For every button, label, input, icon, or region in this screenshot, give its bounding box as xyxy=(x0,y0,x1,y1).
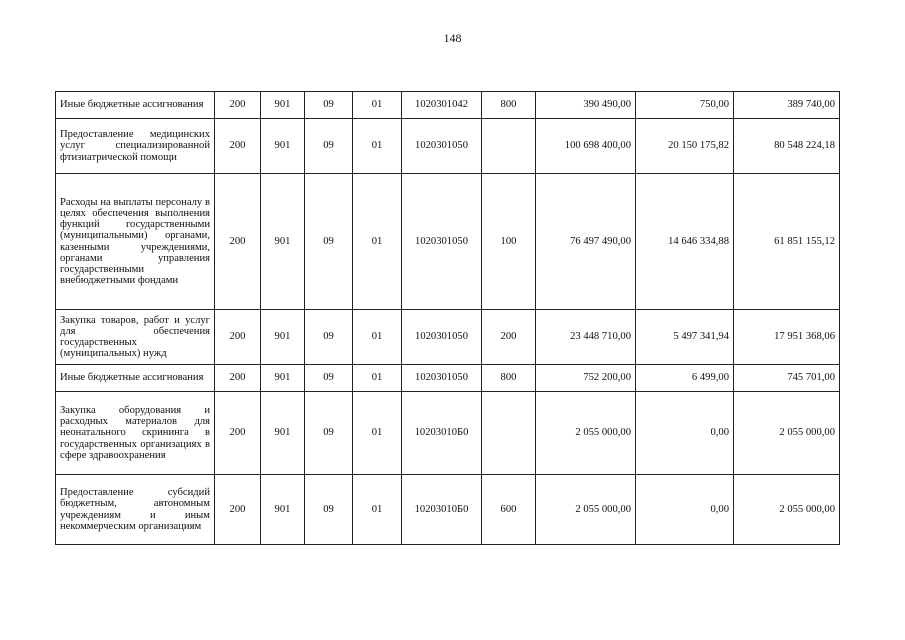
row-name: Иные бюджетные ассигнования xyxy=(56,365,215,392)
cell-section: 09 xyxy=(305,92,353,119)
row-name: Предоставление субсидий бюджетным, автономным учреждениям и иным некоммерческим организациям xyxy=(56,475,215,545)
cell-subsection: 01 xyxy=(353,365,402,392)
cell-amount3: 2 055 000,00 xyxy=(734,475,840,545)
cell-amount1: 76 497 490,00 xyxy=(536,174,636,310)
cell-section: 09 xyxy=(305,119,353,174)
cell-amount1: 2 055 000,00 xyxy=(536,392,636,475)
cell-amount1: 23 448 710,00 xyxy=(536,310,636,365)
table-row xyxy=(56,392,840,475)
cell-code1: 200 xyxy=(215,475,261,545)
cell-target: 1020301050 xyxy=(402,365,482,392)
row-name: Иные бюджетные ассигнования xyxy=(56,92,215,119)
cell-target: 10203010Б0 xyxy=(402,475,482,545)
cell-code1: 200 xyxy=(215,119,261,174)
cell-expense-type: 800 xyxy=(482,92,536,119)
table-row xyxy=(56,174,840,310)
row-name: Закупка оборудования и расходных материалов для неонатального скрининга в государственных организациях в сфере здравоохранения xyxy=(56,392,215,475)
cell-target: 1020301050 xyxy=(402,310,482,365)
cell-amount3: 389 740,00 xyxy=(734,92,840,119)
cell-subsection: 01 xyxy=(353,475,402,545)
cell-amount2: 6 499,00 xyxy=(636,365,734,392)
cell-expense-type: 200 xyxy=(482,310,536,365)
table-row xyxy=(56,475,840,545)
cell-expense-type xyxy=(482,119,536,174)
cell-code1: 200 xyxy=(215,92,261,119)
row-name: Предоставление медицинских услуг специализированной фтизиатрической помощи xyxy=(56,119,215,174)
cell-amount3: 80 548 224,18 xyxy=(734,119,840,174)
row-name: Расходы на выплаты персоналу в целях обеспечения выполнения функций государственными (муниципальными) органами, казенными учреждениями, органами управления государственными внебюджетными фондами xyxy=(56,174,215,310)
cell-code1: 200 xyxy=(215,392,261,475)
cell-amount3: 61 851 155,12 xyxy=(734,174,840,310)
cell-amount2: 750,00 xyxy=(636,92,734,119)
cell-subsection: 01 xyxy=(353,392,402,475)
cell-amount3: 2 055 000,00 xyxy=(734,392,840,475)
cell-target: 1020301042 xyxy=(402,92,482,119)
cell-code2: 901 xyxy=(261,392,305,475)
cell-expense-type xyxy=(482,392,536,475)
cell-amount3: 745 701,00 xyxy=(734,365,840,392)
cell-amount2: 20 150 175,82 xyxy=(636,119,734,174)
cell-amount1: 2 055 000,00 xyxy=(536,475,636,545)
cell-amount2: 0,00 xyxy=(636,392,734,475)
cell-expense-type: 800 xyxy=(482,365,536,392)
table-row xyxy=(56,92,840,119)
budget-table xyxy=(55,91,840,545)
cell-target: 10203010Б0 xyxy=(402,392,482,475)
cell-amount1: 752 200,00 xyxy=(536,365,636,392)
page-number: 148 xyxy=(443,31,462,45)
cell-subsection: 01 xyxy=(353,119,402,174)
cell-subsection: 01 xyxy=(353,92,402,119)
cell-code2: 901 xyxy=(261,310,305,365)
cell-code2: 901 xyxy=(261,365,305,392)
cell-expense-type: 100 xyxy=(482,174,536,310)
cell-amount2: 5 497 341,94 xyxy=(636,310,734,365)
cell-section: 09 xyxy=(305,365,353,392)
cell-amount1: 390 490,00 xyxy=(536,92,636,119)
cell-section: 09 xyxy=(305,475,353,545)
cell-code2: 901 xyxy=(261,92,305,119)
cell-amount2: 14 646 334,88 xyxy=(636,174,734,310)
cell-code1: 200 xyxy=(215,365,261,392)
table-row xyxy=(56,119,840,174)
cell-code1: 200 xyxy=(215,310,261,365)
cell-subsection: 01 xyxy=(353,310,402,365)
cell-target: 1020301050 xyxy=(402,174,482,310)
cell-expense-type: 600 xyxy=(482,475,536,545)
cell-amount2: 0,00 xyxy=(636,475,734,545)
cell-code2: 901 xyxy=(261,174,305,310)
cell-subsection: 01 xyxy=(353,174,402,310)
cell-code2: 901 xyxy=(261,119,305,174)
cell-target: 1020301050 xyxy=(402,119,482,174)
cell-code1: 200 xyxy=(215,174,261,310)
cell-section: 09 xyxy=(305,174,353,310)
cell-section: 09 xyxy=(305,310,353,365)
cell-amount3: 17 951 368,06 xyxy=(734,310,840,365)
table-row xyxy=(56,365,840,392)
table-row xyxy=(56,310,840,365)
cell-code2: 901 xyxy=(261,475,305,545)
cell-amount1: 100 698 400,00 xyxy=(536,119,636,174)
cell-section: 09 xyxy=(305,392,353,475)
row-name: Закупка товаров, работ и услуг для обеспечения государственных (муниципальных) нужд xyxy=(56,310,215,365)
